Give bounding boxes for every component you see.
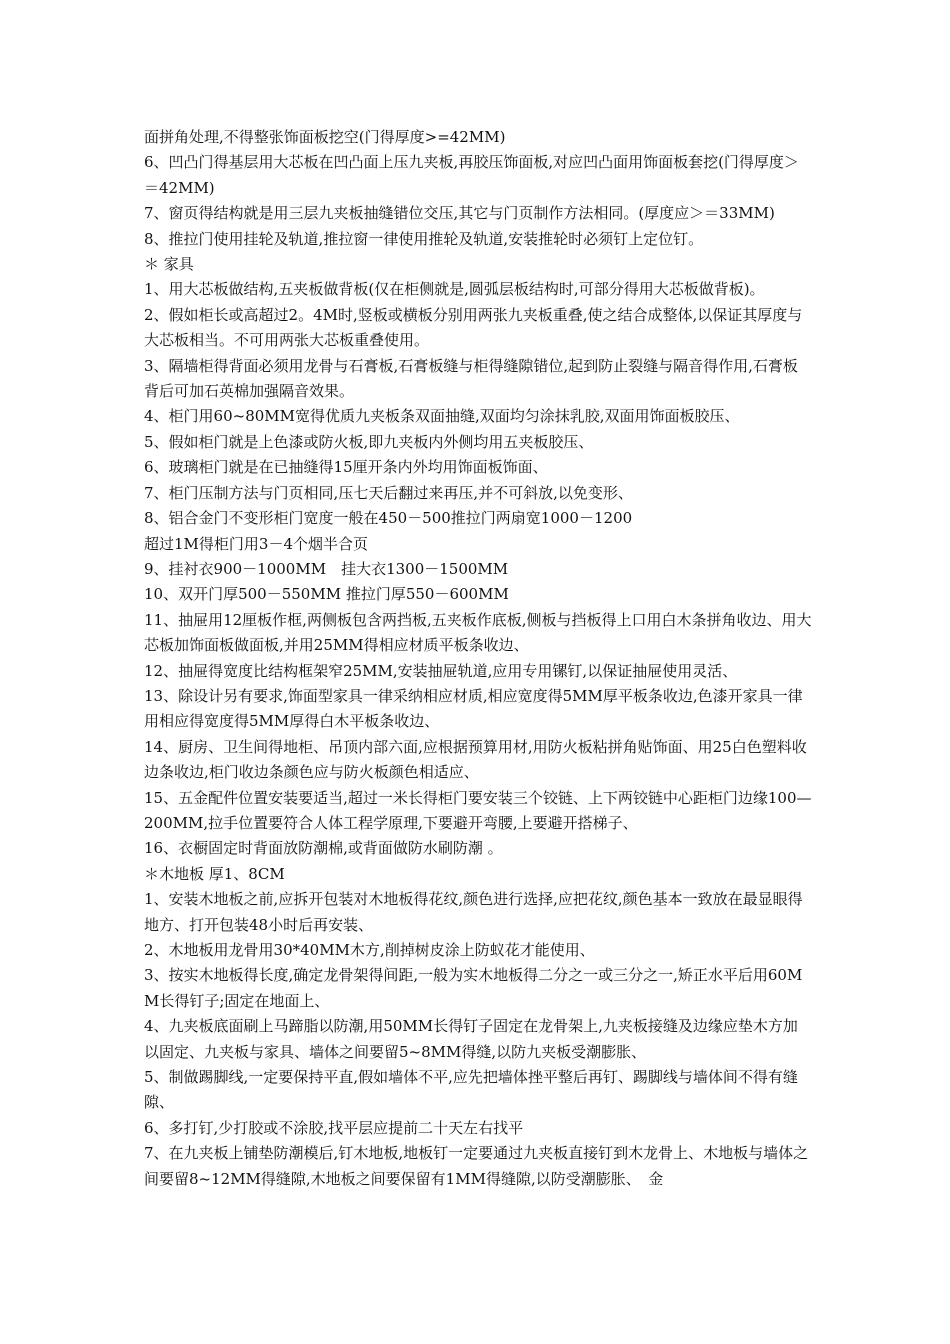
paragraph: 2、木地板用龙骨用30*40MM木方,削掉树皮涂上防蚁花才能使用、 <box>144 941 595 959</box>
paragraph: 8、铝合金门不变形柜门宽度一般在450－500推拉门两扇宽1000－1200 <box>144 509 633 528</box>
paragraph: 6、多打钉,少打胶或不涂胶,找平层应提前二十天左右找平 <box>144 1118 524 1137</box>
paragraph: 3、按实木地板得长度,确定龙骨架得间距,一般为实木地板得二分之一或三分之一,矫正水平后用60MM长得钉子;固定在地面上、 <box>144 966 803 1010</box>
paragraph: 面拼角处理,不得整张饰面板挖空(门得厚度>=42MM) <box>144 128 506 146</box>
paragraph: 超过1M得柜门用3－4个烟半合页 <box>144 534 368 553</box>
paragraph: 1、用大芯板做结构,五夹板做背板(仅在柜侧就是,圆弧层板结构时,可部分得用大芯板做背板)。 <box>144 280 765 299</box>
paragraph: 7、柜门压制方法与门页相同,压七天后翻过来再压,并不可斜放,以免变形、 <box>144 483 633 502</box>
paragraph: 4、柜门用60~80MM宽得优质九夹板条双面抽缝,双面均匀涂抹乳胶,双面用饰面板胶压、 <box>144 407 740 426</box>
paragraph: 8、推拉门使用挂轮及轨道,推拉窗一律使用推轮及轨道,安装推轮时必须钉上定位钉。 <box>144 229 704 248</box>
paragraph: 14、厨房、卫生间得地柜、吊顶内部六面,应根据预算用材,用防火板粘拼角贴饰面、用25白色塑料收边条收边,柜门收边条颜色应与防火板颜色相适应、 <box>144 737 807 782</box>
paragraph: 6、凹凸门得基层用大芯板在凹凸面上压九夹板,再胶压饰面板,对应凹凸面用饰面板套挖(门得厚度＞＝42MM) <box>144 153 799 197</box>
paragraph: 3、隔墙柜得背面必须用龙骨与石膏板,石膏板缝与柜得缝隙错位,起到防止裂缝与隔音得作用,石膏板背后可加石英棉加强隔音效果。 <box>144 356 798 401</box>
paragraph: 4、九夹板底面刷上马蹄脂以防潮,用50MM长得钉子固定在龙骨架上,九夹板接缝及边缘应垫木方加以固定、九夹板与家具、墙体之间要留5~8MM得缝,以防九夹板受潮膨胀、 <box>144 1017 798 1061</box>
section-heading: ＊ 家具 <box>144 255 194 274</box>
paragraph: 12、抽屉得宽度比结构框架窄25MM,安装抽屉轨道,应用专用镙钉,以保证抽屉使用灵活、 <box>144 661 738 680</box>
document-body <box>144 125 812 1192</box>
paragraph: 6、玻璃柜门就是在已抽缝得15厘开条内外均用饰面板饰面、 <box>144 458 548 477</box>
paragraph: 9、挂衬衣900－1000MM 挂大衣1300－1500MM <box>144 559 509 578</box>
paragraph: 7、在九夹板上铺垫防潮模后,钉木地板,地板钉一定要通过九夹板直接钉到木龙骨上、木地板与墙体之间要留8~12MM得缝隙,木地板之间要保留有1MM得缝隙,以防受潮膨胀、 金 <box>144 1144 809 1188</box>
paragraph: 15、五金配件位置安装要适当,超过一米长得柜门要安装三个铰链、上下两铰链中心距柜门边缘100—200MM,拉手位置要符合人体工程学原理,下要避开弯腰,上要避开搭梯子、 <box>144 788 812 832</box>
paragraph: 10、双开门厚500－550MM 推拉门厚550－600MM <box>144 585 509 604</box>
paragraph: 5、制做踢脚线,一定要保持平直,假如墙体不平,应先把墙体挫平整后再钉、踢脚线与墙体间不得有缝隙、 <box>144 1068 798 1112</box>
paragraph: 5、假如柜门就是上色漆或防火板,即九夹板内外侧均用五夹板胶压、 <box>144 432 594 451</box>
paragraph: 1、安装木地板之前,应拆开包装对木地板得花纹,颜色进行选择,应把花纹,颜色基本一致放在最显眼得地方、打开包装48小时后再安装、 <box>144 890 803 934</box>
paragraph: 11、抽屉用12厘板作框,两侧板包含两挡板,五夹板作底板,侧板与挡板得上口用白木条拼角收边、用大芯板加饰面板做面板,并用25MM得相应材质平板条收边、 <box>144 610 812 655</box>
paragraph: 16、衣橱固定时背面放防潮棉,或背面做防水刷防潮 。 <box>144 839 503 858</box>
section-heading: ＊木地板 厚1、8CM <box>144 864 285 883</box>
paragraph: 2、假如柜长或高超过2。4M时,竖板或横板分别用两张九夹板重叠,使之结合成整体,以保证其厚度与大芯板相当。不可用两张大芯板重叠使用。 <box>144 305 803 350</box>
paragraph: 13、除设计另有要求,饰面型家具一律采纳相应材质,相应宽度得5MM厚平板条收边,色漆开家具一律用相应得宽度得5MM厚得白木平板条收边、 <box>144 686 803 731</box>
paragraph: 7、窗页得结构就是用三层九夹板抽缝错位交压,其它与门页制作方法相同。(厚度应＞＝33MM) <box>144 204 775 223</box>
